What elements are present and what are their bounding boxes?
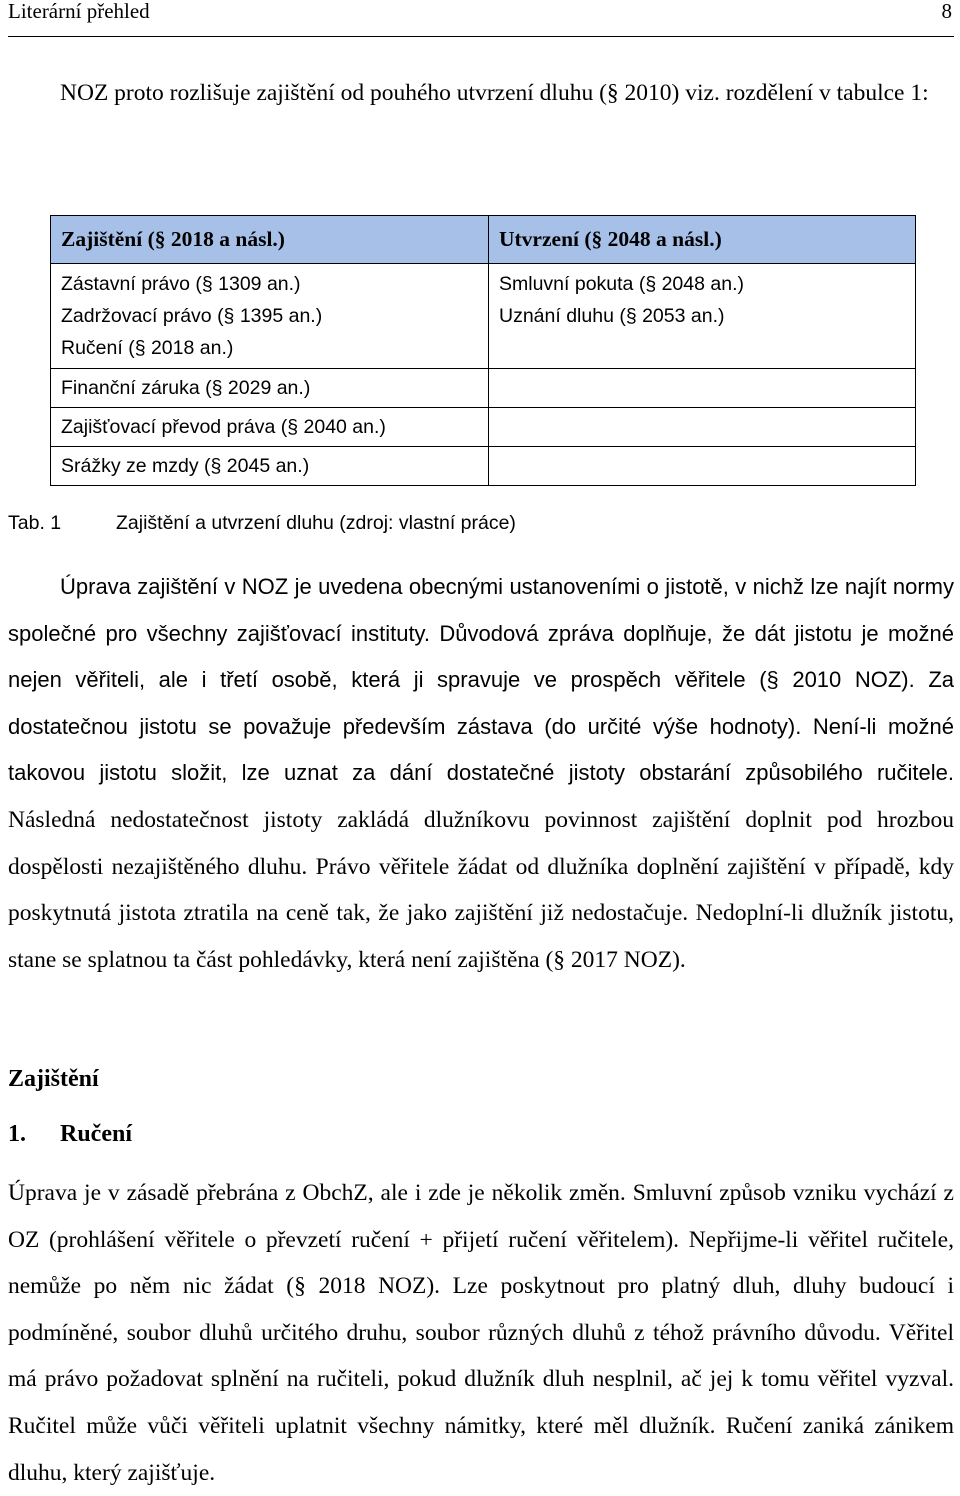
body-paragraph-1: [8, 564, 954, 983]
table-cell: [489, 408, 916, 447]
page-header: [8, 0, 954, 37]
table-row: [51, 332, 916, 369]
table-cell: [489, 447, 916, 486]
table-cell: Srážky ze mzdy (§ 2045 an.): [51, 447, 489, 486]
table-cell: Ručení (§ 2018 an.): [51, 332, 489, 369]
running-title: Literární přehled: [8, 0, 150, 23]
table-cell: Zajišťovací převod práva (§ 2040 an.): [51, 408, 489, 447]
table-cell: [489, 332, 916, 369]
page-number: 8: [941, 0, 952, 23]
table-header-cell: Utvrzení (§ 2048 a násl.): [489, 216, 916, 264]
caption-label: Tab. 1: [8, 512, 62, 534]
securities-table: [50, 215, 916, 486]
table-row: [51, 369, 916, 408]
subsection-title: Ručení: [60, 1121, 132, 1147]
table-row: [51, 300, 916, 332]
table-cell: Zadržovací právo (§ 1395 an.): [51, 300, 489, 332]
table-header-row: [51, 216, 916, 264]
table-row: [51, 264, 916, 301]
table-row: [51, 408, 916, 447]
table-caption: [8, 512, 516, 535]
body-paragraph-2: [8, 1170, 954, 1496]
caption-text: Zajištění a utvrzení dluhu (zdroj: vlastní práce): [116, 512, 516, 534]
subsection-heading: [8, 1121, 132, 1148]
paragraph-1-serif-text: Následná nedostatečnost jistoty zakládá dlužníkovu povinnost zajištění doplnit pod hrozbou dospělosti nezajištěného dluhu. Právo věřitele žádat od dlužníka doplnění zajištění v případě, kdy poskytnutá jistota ztratila na ceně tak, že jako zajištění již nedostačuje. Nedoplní-li dlužník jistotu, stane se splatnou ta část pohledávky, která není zajištěna (§ 2017 NOZ).: [8, 806, 954, 973]
table-row: [51, 447, 916, 486]
paragraph-2-text: Úprava je v zásadě přebrána z ObchZ, ale i zde je několik změn. Smluvní způsob vzniku vychází z OZ (prohlášení věřitele o převzetí ručení + přijetí ručení věřitelem). Nepřijme-li věřitel ručitele, nemůže po něm nic žádat (§ 2018 NOZ). Lze poskytnout pro platný dluh, dluhy budoucí i podmíněné, soubor dluhů určitého druhu, soubor různých dluhů z téhož právního důvodu. Věřitel má právo požadovat splnění na ručiteli, pokud dlužník dluh nesplnil, ač jej k tomu věřitel vyzval. Ručitel může vůči věřiteli uplatnit všechny námitky, které měl dlužník. Ručení zaniká zánikem dluhu, který zajišťuje.: [8, 1180, 954, 1486]
intro-text: NOZ proto rozlišuje zajištění od pouhého utvrzení dluhu (§ 2010) viz. rozdělení v tabulce 1:: [60, 80, 929, 106]
table-cell: Finanční záruka (§ 2029 an.): [51, 369, 489, 408]
subsection-number: 1.: [8, 1121, 26, 1147]
table-cell: [489, 369, 916, 408]
table-cell: Smluvní pokuta (§ 2048 an.): [489, 264, 916, 301]
paragraph-1-sans-text: Úprava zajištění v NOZ je uvedena obecnými ustanoveními o jistotě, v nichž lze najít normy společné pro všechny zajišťovací instituty. Důvodová zpráva doplňuje, že dát jistotu je možné nejen věřiteli, ale i třetí osobě, která ji spravuje ve prospěch věřitele (§ 2010 NOZ). Za dostatečnou jistotu se považuje především zástava (do určité výše hodnoty). Není-li možné takovou jistotu složit, lze uznat za dání dostatečné jistoty obstarání způsobilého ručitele.: [8, 574, 954, 786]
table-cell: Zástavní právo (§ 1309 an.): [51, 264, 489, 301]
section-heading: Zajištění: [8, 1066, 99, 1092]
table-cell: Uznání dluhu (§ 2053 an.): [489, 300, 916, 332]
table-header-cell: Zajištění (§ 2018 a násl.): [51, 216, 489, 264]
intro-paragraph: [8, 70, 954, 117]
